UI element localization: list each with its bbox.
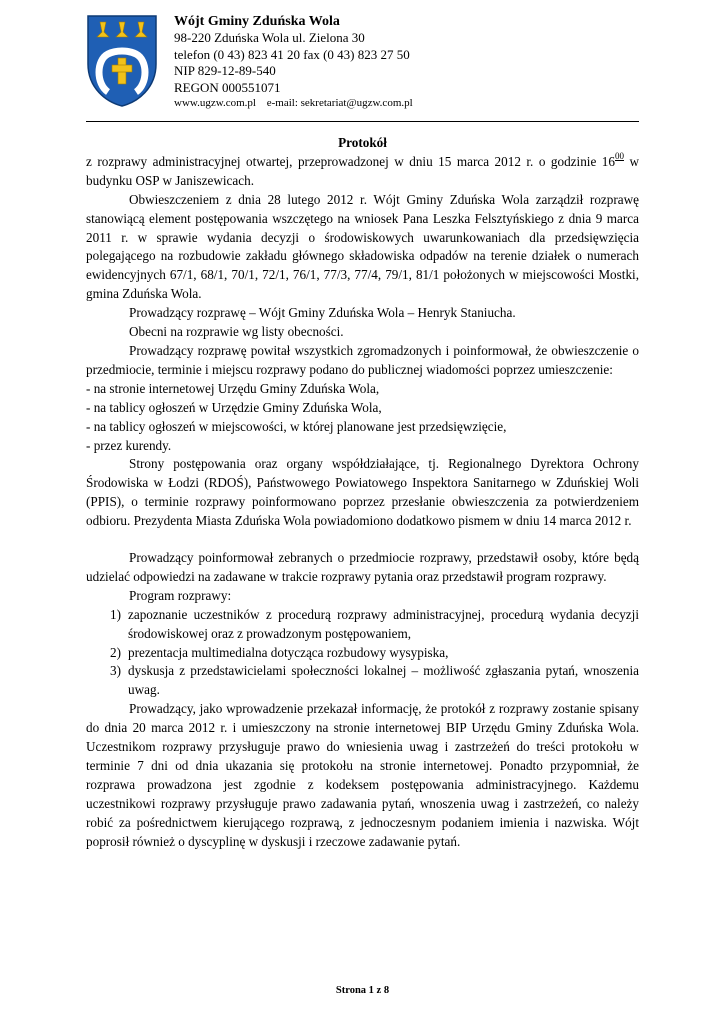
paragraph-gap <box>86 531 639 549</box>
notice-channels-list <box>86 380 639 456</box>
intro-location: w budynku OSP w Janiszewicach. <box>86 153 639 188</box>
program-item <box>86 662 639 700</box>
page-number: Strona 1 z 8 <box>335 985 390 996</box>
office-regon: REGON 000551071 <box>174 79 281 95</box>
office-name: Wójt Gminy Zduńska Wola <box>174 14 340 29</box>
intro-paragraph <box>86 150 639 191</box>
letterhead <box>174 14 674 111</box>
chair-paragraph: Prowadzący rozprawę – Wójt Gminy Zduńska Wola – Henryk Staniucha. <box>129 305 516 321</box>
program-item-number: 1) <box>110 606 121 622</box>
intro-hour-superscript: 00 <box>614 150 624 161</box>
letterhead-divider <box>86 121 639 122</box>
list-item: - na tablicy ogłoszeń w miejscowości, w której planowane jest przedsięwzięcie, <box>86 418 507 434</box>
program-item <box>86 606 639 644</box>
list-item: - przez kurendy. <box>86 437 172 453</box>
greeting-paragraph: Prowadzący rozprawę powitał wszystkich zgromadzonych i poinformował, że obwieszczenie o przedmiocie, terminie i miejscu rozprawy podano do publicznej wiadomości poprzez umieszczenie: <box>86 342 639 377</box>
program-list <box>86 606 639 701</box>
office-email: e-mail: sekretariat@ugzw.com.pl <box>266 97 413 109</box>
attendance-paragraph: Obecni na rozprawie wg listy obecności. <box>129 324 344 340</box>
office-address: 98-220 Zduńska Wola ul. Zielona 30 <box>174 30 365 45</box>
municipal-coat-of-arms-icon <box>86 14 158 108</box>
intro-text: z rozprawy administracyjnej otwartej, przeprowadzonej w dniu 15 marca 2012 r. o godzinie 16 <box>86 153 615 169</box>
parties-paragraph: Strony postępowania oraz organy współdziałające, tj. Regionalnego Dyrektora Ochrony Środowiska w Łodzi (RDOŚ), Państwowego Powiatowego Inspektora Sanitarnego w Zduńskiej Woli (PPIS), o terminie rozprawy poinformowano poprzez przesłanie obwieszczenia za potwierdzeniem odbioru. Prezydenta Miasta Zduńska Wola powiadomiono dodatkowo pismem w dniu 14 marca 2012 r. <box>86 456 639 529</box>
document-title: Protokół <box>338 135 387 150</box>
program-item-text: prezentacja multimedialna dotycząca rozbudowy wysypiska, <box>128 644 449 660</box>
program-item-text: dyskusja z przedstawicielami społeczności lokalnej – możliwość zgłaszania pytań, wnoszenia uwag. <box>128 663 639 698</box>
program-item <box>86 644 639 663</box>
program-label: Program rozprawy: <box>129 587 232 603</box>
office-nip: NIP 829-12-89-540 <box>174 63 276 78</box>
program-item-text: zapoznanie uczestników z procedurą rozprawy administracyjnej, procedurą wydania decyzji środowiskowej oraz z prowadzonym postępowaniem, <box>128 606 639 641</box>
final-paragraph: Prowadzący, jako wprowadzenie przekazał informację, że protokół z rozprawy zostanie spisany do dnia 20 marca 2012 r. i umieszczony na stronie internetowej BIP Urzędu Gminy Zduńska Wola. Uczestnikom rozprawy przysługuje prawo do wniesienia uwag i zastrzeżeń do treści protokołu w terminie 7 dni od dnia ukazania się protokołu na stronie internetowej. Ponadto przypomniał, że rozprawa prowadzona jest zgodnie z kodeksem postępowania administracyjnego. Każdemu uczestnikowi rozprawy przysługuje prawo zadawania pytań, wnoszenia uwag i zastrzeżeń, co należy robić za pośrednictwem kierującego rozprawą, z jednoczesnym podaniem imienia i nazwiska. Wójt poprosił również o dyscyplinę w dyskusji i rzeczowe zadawanie pytań. <box>86 701 639 849</box>
notice-paragraph: Obwieszczeniem z dnia 28 lutego 2012 r. Wójt Gminy Zduńska Wola zarządził rozprawę stanowiącą element postępowania wszczętego na wniosek Pana Leszka Felsztyńskiego z dnia 9 marca 2011 r. w sprawie wydania decyzji o środowiskowych uwarunkowaniach dla przedsięwzięcia polegającego na rozbudowie zakładu głównego składowiska odpadów na terenie działek o numerach ewidencyjnych 67/1, 68/1, 70/1, 72/1, 76/1, 77/3, 77/4, 79/1, 81/1 położonych w miejscowości Mostki, gmina Zduńska Wola. <box>86 191 639 302</box>
list-item: - na tablicy ogłoszeń w Urzędzie Gminy Zduńska Wola, <box>86 399 382 415</box>
document-body <box>86 134 639 852</box>
office-website: www.ugzw.com.pl <box>174 97 256 109</box>
program-item-number: 2) <box>110 644 121 660</box>
office-contact <box>174 96 674 111</box>
office-phone: telefon (0 43) 823 41 20 fax (0 43) 823 27 50 <box>174 46 410 62</box>
informed-paragraph: Prowadzący poinformował zebranych o przedmiocie rozprawy, przedstawił osoby, które będą udzielać odpowiedzi na zadawane w trakcie rozprawy pytania oraz przedstawił program rozprawy. <box>86 550 639 584</box>
program-item-number: 3) <box>110 663 121 679</box>
list-item: - na stronie internetowej Urzędu Gminy Zduńska Wola, <box>86 380 380 396</box>
